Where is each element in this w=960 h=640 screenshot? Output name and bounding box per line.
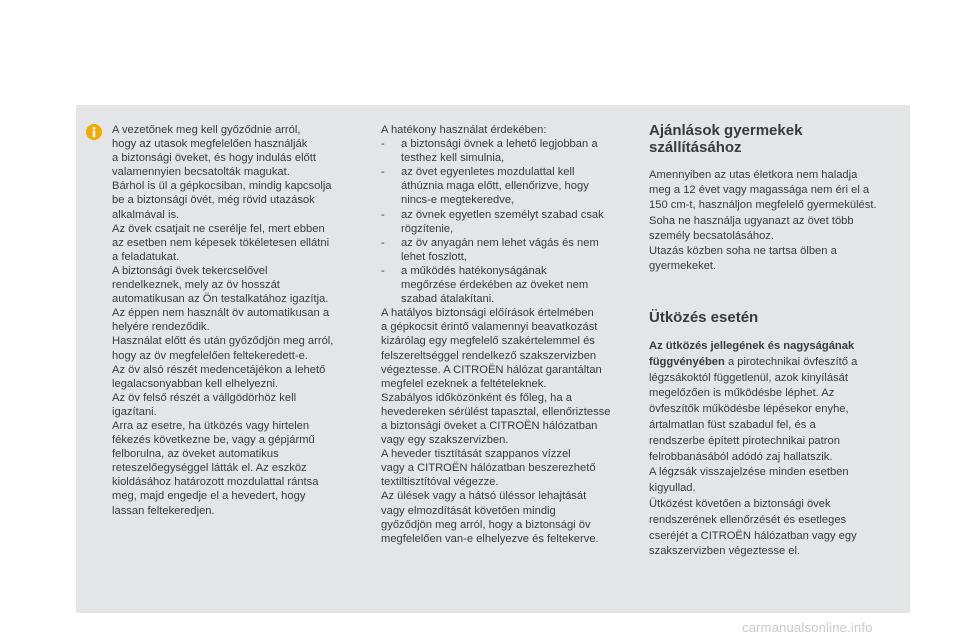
text-line: legalacsonyabban kell elhelyezni.	[112, 377, 279, 390]
text-line: rendszerbe épített pirotechnikai patron	[649, 434, 840, 447]
text-line: meg a 12 évet vagy magassága nem éri el a	[649, 184, 870, 197]
text-line: Az éppen nem használt öv automatikusan a	[112, 307, 330, 320]
text-line: Utazás közben soha ne tartsa ölben a	[649, 245, 837, 258]
bullet-continuation: lehet foszlott,	[401, 250, 467, 263]
bullet-dash: -	[381, 264, 385, 277]
bullet-text: a működés hatékonyságának	[401, 264, 547, 277]
text-line: Az ülések vagy a hátsó üléssor lehajtását	[381, 490, 587, 503]
text-line: Az övek csatjait ne cserélje fel, mert ebben	[112, 222, 325, 235]
collision-section	[649, 309, 899, 560]
text-line: A hatályos biztonsági előírások értelmében	[381, 307, 594, 320]
watermark: carmanualsonline.info	[742, 620, 873, 635]
text-line: szakszervizben végeztesse el.	[649, 545, 801, 558]
text-line: ártalmatlan füst szabadul fel, és a	[649, 418, 816, 431]
text-line: 150 cm-t, használjon megfelelő gyermekülést.	[649, 199, 877, 212]
bullet-dash: -	[381, 138, 385, 151]
text-line: lassan feltekeredjen.	[112, 504, 215, 517]
bullet-text: az övet egyenletes mozdulattal kell	[401, 166, 575, 179]
text-line: automatikusan az Ön testalkatához igazítja.	[112, 293, 329, 306]
bullet-continuation: szabad átalakítani.	[401, 293, 495, 306]
bullet-text: az öv anyagán nem lehet vágás és nem	[401, 236, 599, 249]
text-line: felrobbanásából adódó zaj hallatszik.	[649, 450, 833, 463]
text-run: a pirotechnikai övfeszítő a	[724, 355, 858, 368]
text-line: vagy elmozdítását követően mindig	[381, 504, 556, 517]
text-line: kigyullad.	[649, 482, 696, 495]
text-line: A biztonsági övek tekercselővel	[112, 264, 268, 277]
text-line: Ütközést követően a biztonsági övek	[649, 497, 831, 510]
text-line: hevedereken sérülést tapasztal, ellenőriztesse	[381, 405, 611, 418]
intro-line: A hatékony használat érdekében:	[381, 124, 547, 136]
text-line: kioldásához határozott mozdulattal rántsa	[112, 476, 319, 489]
text-line: kizárólag egy megfelelő szakértelemmel és	[381, 335, 595, 348]
text-line: vagy egy szakszervizben.	[381, 434, 509, 447]
text-line: meg, majd engedje el a hevedert, hogy	[112, 490, 306, 503]
text-line: hogy az utasok megfelelően használják	[112, 138, 308, 151]
text-line: Az öv alsó részét medencetájékon a lehető	[112, 363, 326, 376]
text-line: végeztesse. A CITROËN hálózat garantáltan	[381, 363, 602, 376]
title-line: szállításához	[649, 139, 742, 156]
bullet-dash: -	[381, 236, 385, 249]
text-line: Az öv felső részét a vállgödörhöz kell	[112, 391, 297, 404]
text-line: reteszelőegységgel látták el. Az eszköz	[112, 462, 307, 475]
bullet-item	[381, 165, 630, 179]
text-line: A vezetőnek meg kell győződnie arról,	[112, 124, 301, 136]
text-line: alkalmával is.	[112, 208, 180, 221]
section-title-collision: Ütközés esetén	[649, 309, 759, 326]
text-line: Szabályos időközönként és főleg, ha a	[381, 391, 572, 404]
text-line: a feladatukat.	[112, 250, 180, 263]
usage-rules-column	[381, 123, 630, 546]
seatbelt-info-column	[112, 123, 357, 518]
bullet-dash: -	[381, 208, 385, 221]
text-line: felszereltséggel rendelkező szakszervizben	[381, 349, 597, 362]
text-line: igazítani.	[112, 405, 157, 418]
bullet-text: az övnek egyetlen személyt szabad csak	[401, 208, 604, 221]
text-line: Soha ne használja ugyanazt az övet több	[649, 214, 854, 227]
mixed-line	[649, 355, 899, 371]
text-line: megfelel ezeknek a feltételeknek.	[381, 377, 547, 390]
text-line: A heveder tisztítását szappanos vízzel	[381, 448, 571, 461]
bullet-item	[381, 264, 630, 278]
bullet-item	[381, 236, 630, 250]
text-line: megfelelően van-e elhelyezve és feltekerve.	[381, 532, 599, 545]
bold-text: Az ütközés jellegének és nagyságának	[649, 340, 855, 352]
text-line: légzsákoktól függetlenül, azok kinyílását	[649, 371, 849, 384]
text-line: rendelkeznek, mely az öv hosszát	[112, 279, 280, 292]
bold-text: függvényében	[649, 355, 725, 368]
bullet-text: a biztonsági övnek a lehető legjobban a	[401, 138, 598, 151]
bullet-continuation: nincs-e megtekeredve,	[401, 194, 515, 207]
bullet-continuation: áthúznia maga előtt, ellenőrizve, hogy	[401, 180, 589, 193]
text-line: helyére rendeződik.	[112, 321, 210, 334]
text-line: személy becsatolásához.	[649, 229, 774, 242]
text-line: győződjön meg arról, hogy a biztonsági öv	[381, 518, 591, 531]
bullet-item	[381, 208, 630, 222]
text-line: valamennyien becsatolták magukat.	[112, 166, 290, 179]
text-line: vagy a CITROËN hálózatban beszerezhető	[381, 462, 596, 475]
text-line: a biztonsági öveket, és hogy indulás előtt	[112, 152, 316, 165]
bullet-item	[381, 137, 630, 151]
text-line: fékezés következne be, vagy a gépjármű	[112, 434, 315, 447]
text-line: rendszerének ellenőrzését és esetleges	[649, 513, 847, 526]
text-line: be a biztonsági övét, még rövid utazások	[112, 194, 315, 207]
text-line: a gépkocsit érintő valamennyi beavatkozást	[381, 321, 598, 334]
bullet-continuation: megőrzése érdekében az öveket nem	[401, 279, 589, 292]
section-title-child-transport	[649, 122, 899, 156]
text-line: Bárhol is ül a gépkocsiban, mindig kapcsolja	[112, 180, 332, 193]
bullet-continuation: rögzítenie,	[401, 222, 454, 235]
text-line: megelőzően is működésbe léphet. Az	[649, 387, 835, 400]
text-line: felborulna, az öveket automatikus	[112, 448, 279, 461]
text-line: övfeszítők működésbe lépésekor enyhe,	[649, 403, 849, 416]
text-line: Amennyiben az utas életkora nem haladja	[649, 169, 858, 181]
bullet-dash: -	[381, 166, 385, 179]
text-line: a biztonsági öveket a CITROËN hálózatban	[381, 419, 598, 432]
info-icon	[86, 124, 102, 140]
text-line: Használat előtt és után győződjön meg arról,	[112, 335, 334, 348]
text-line: textiltisztítóval végezze.	[381, 476, 499, 489]
text-line: cseréjét a CITROËN hálózatban vagy egy	[649, 529, 857, 542]
text-line: Arra az esetre, ha ütközés vagy hirtelen	[112, 419, 310, 432]
bullet-continuation: testhez kell simulnia,	[401, 152, 505, 165]
text-line: A légzsák visszajelzése minden esetben	[649, 466, 849, 479]
recommendations-column	[649, 122, 899, 558]
title-line: Ajánlások gyermekek	[649, 122, 803, 139]
bold-line	[649, 339, 899, 355]
text-line: gyermekeket.	[649, 260, 717, 273]
text-line: hogy az öv megfelelően feltekeredett-e.	[112, 349, 308, 362]
text-line: az esetben nem képesek tökéletesen ellátni	[112, 236, 330, 249]
